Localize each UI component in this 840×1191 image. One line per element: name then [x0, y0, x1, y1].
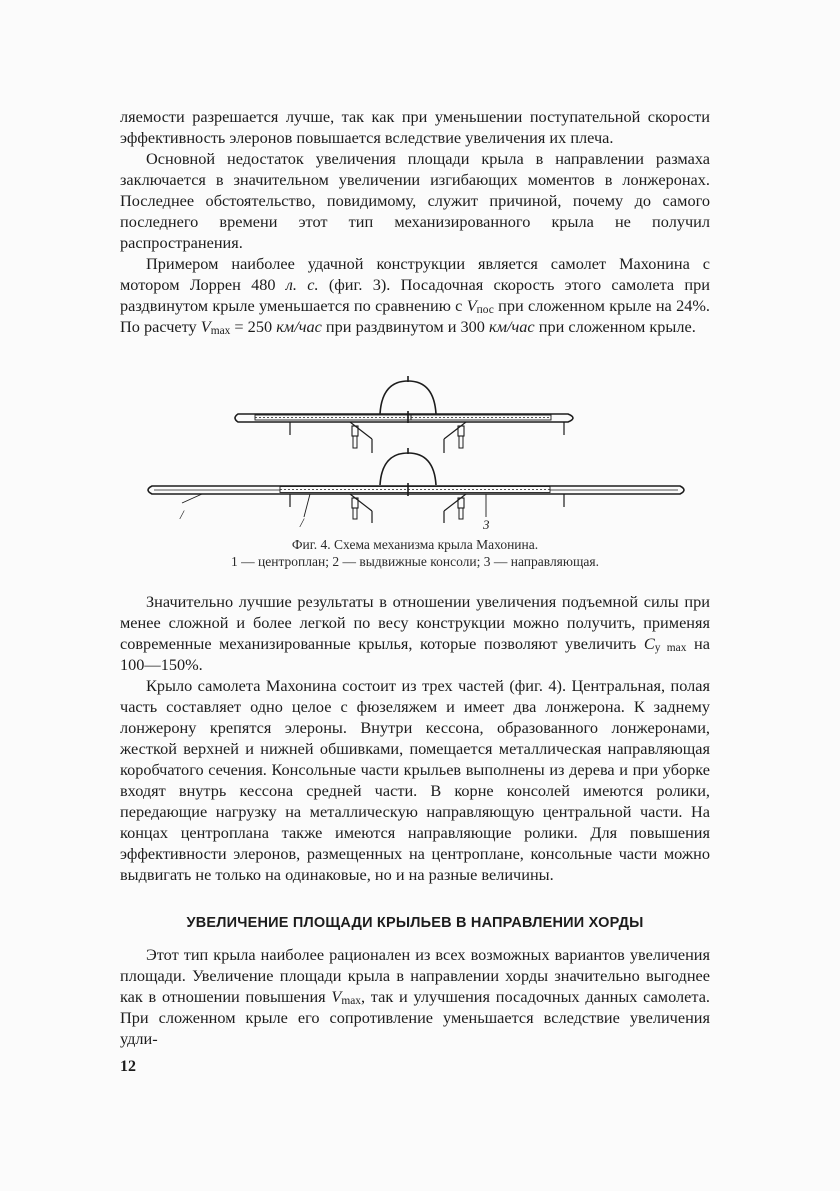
unit-horsepower: л. с.: [285, 275, 319, 294]
subscript-max: max: [210, 325, 231, 337]
wing-mechanism-drawing: [140, 373, 700, 535]
text-block-top: [120, 106, 710, 337]
paragraph-lift: [120, 591, 710, 675]
subscript-max: max: [341, 995, 361, 1007]
text-block-bottom: [120, 944, 710, 1049]
paragraph-continuation: ляемости разрешается лучше, так как при уменьшении поступательной скорости эффективность элеронов повышается вследствие увеличения их плеча.: [120, 107, 710, 147]
symbol-v: V: [331, 987, 342, 1006]
text-segment: Этот тип крыла наиболее рационален из всех возможных вариантов увеличения площади. Увеличение площади крыла в направлении хорды значительно выгоднее как в отношении повышения: [120, 945, 710, 1006]
subscript-landing: пос: [476, 304, 494, 316]
subscript-y-max: y max: [654, 642, 687, 654]
text-segment: Примером наиболее удачной конструкции является самолет Махонина с мотором Лоррен 480: [120, 254, 710, 294]
label-3: 3: [483, 517, 490, 532]
figure-caption: [120, 536, 710, 570]
figure-wing-mechanism: [140, 373, 700, 535]
text-block-middle: [120, 591, 710, 885]
paragraph-makhonin-example: [120, 253, 710, 337]
symbol-c: C: [643, 634, 655, 653]
text-segment: при сложенном крыле.: [534, 317, 696, 336]
caption-legend: 1 — центроплан; 2 — выдвижные консоли; 3 — направляющая.: [231, 554, 599, 569]
text-segment: на 100—150%.: [120, 634, 710, 674]
label-1: /: [300, 515, 304, 530]
text-segment: = 250: [230, 317, 277, 336]
paragraph-main-drawback: Основной недостаток увеличения площади крыла в направлении размаха заключается в значительном увеличении изгибающих моментов в лонжеронах. Последнее обстоятельство, повидимому, служит причиной, почему до самого последнего времени этот тип механизированного крыла не получил распространения.: [120, 149, 710, 252]
wing-extended: [148, 448, 684, 523]
symbol-v: V: [466, 296, 477, 315]
unit-speed: км/час: [276, 317, 322, 336]
text-segment: при сложенном крыле на 24%. По расчету: [120, 296, 710, 336]
wing-retracted: [235, 376, 573, 453]
unit-speed: км/час: [489, 317, 535, 336]
text-segment: Значительно лучшие результаты в отношении увеличения подъемной силы при менее сложной и более легкой по весу конструкции можно получить, применяя современные механизированные крылья, которые позволяют увеличить: [120, 592, 710, 653]
label-1-left: /: [180, 507, 184, 522]
text-segment: , так и улучшения посадочных данных самолета. При сложенном крыле его сопротивление уменьшается вследствие увеличения удли-: [120, 987, 710, 1048]
text-segment: при раздвинутом и 300: [321, 317, 489, 336]
symbol-v: V: [200, 317, 211, 336]
section-heading: УВЕЛИЧЕНИЕ ПЛОЩАДИ КРЫЛЬЕВ В НАПРАВЛЕНИИ ХОРДЫ: [186, 915, 644, 931]
paragraph-wing-structure: Крыло самолета Махонина состоит из трех частей (фиг. 4). Центральная, полая часть составляет одно целое с фюзеляжем и имеет два лонжерона. К заднему лонжерону крепятся элероны. Внутри кессона, образованного лонжеронами, жесткой верхней и нижней обшивками, помещается металлическая направляющая коробчатого сечения. Консольные части крыльев выполнены из дерева и при уборке входят внутрь кессона средней части. В корне консолей имеются ролики, передающие нагрузку на металлическую направляющую центральной части. На концах центроплана также имеются направляющие ролики. Для повышения эффективности элеронов, размещенных на центроплане, консольные части можно выдвигать не только на одинаковые, но и на разные величины.: [120, 676, 710, 884]
page-number: 12: [120, 1058, 136, 1075]
caption-title: Фиг. 4. Схема механизма крыла Махонина.: [291, 537, 539, 552]
text-segment: (фиг. 3). Посадочная скорость этого самолета при раздвинутом крыле уменьшается по сравнению с: [120, 275, 710, 315]
paragraph-chord: [120, 944, 710, 1049]
